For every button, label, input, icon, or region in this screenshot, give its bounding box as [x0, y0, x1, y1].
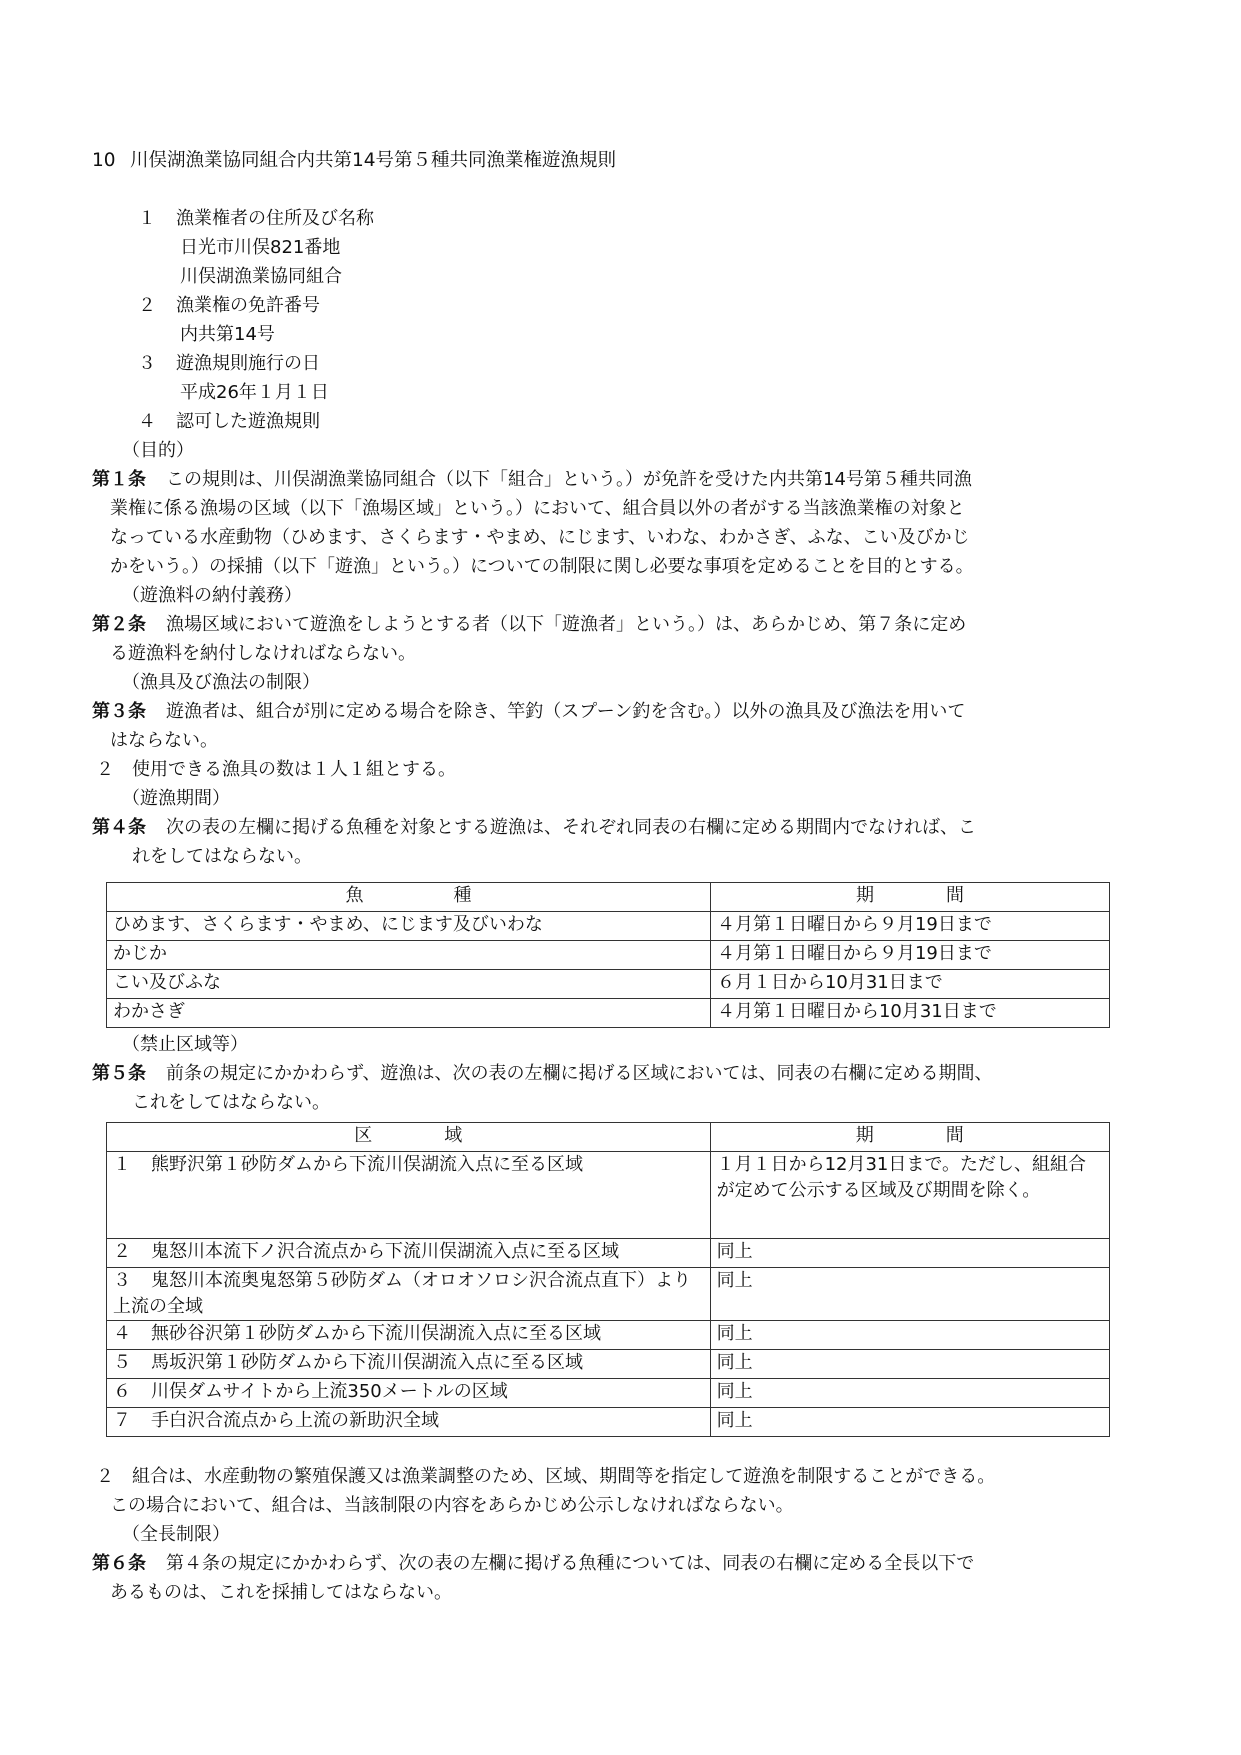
article-text: れをしてはならない。 — [132, 846, 312, 867]
article-text: なっている水産動物（ひめます、さくらます・やまめ、にじます、いわな、わかさぎ、ふな、こい及びかじ — [110, 527, 970, 548]
table-cell — [107, 1350, 711, 1379]
table-header-row — [107, 883, 1110, 912]
article-3 — [92, 701, 1152, 723]
item-number: ３ — [138, 353, 156, 374]
article-text: 業権に係る漁場の区域（以下「漁場区域」という。）において、組合員以外の者がする当該漁業権の対象と — [110, 498, 965, 519]
article-text: 次の表の左欄に掲げる魚種を対象とする遊漁は、それぞれ同表の右欄に定める期間内でなければ、こ — [166, 817, 976, 838]
item-number: ４ — [138, 411, 156, 432]
prohibited-area-table — [106, 1122, 1110, 1437]
area-text: 鬼怒川本流奥鬼怒第５砂防ダム（オロオソロシ沢合流点直下）より上流の全域 — [113, 1270, 691, 1317]
table-row — [107, 912, 1110, 941]
table-cell: ４月第１日曜日から９月19日まで — [710, 912, 1109, 941]
row-number: １ — [113, 1154, 131, 1175]
area-text: 鬼怒川本流下ノ沢合流点から下流川俣湖流入点に至る区域 — [151, 1241, 619, 1262]
item-label: 漁業権者の住所及び名称 — [176, 208, 374, 229]
fishing-period-table — [106, 882, 1110, 1028]
article-heading: 第６条 — [92, 1553, 146, 1574]
article-text: はならない。 — [110, 730, 218, 751]
table-cell: ６月１日から10月31日まで — [710, 970, 1109, 999]
table-cell — [107, 1321, 711, 1350]
row-number: ３ — [113, 1270, 131, 1291]
table-header: 期 間 — [710, 1123, 1109, 1152]
article-caption: （遊漁期間） — [122, 788, 230, 809]
table-cell: 同上 — [710, 1321, 1109, 1350]
article-text: 遊漁者は、組合が別に定める場合を除き、竿釣（スプーン釣を含む。）以外の漁具及び漁法を用いて — [166, 701, 966, 722]
table-cell: 同上 — [710, 1379, 1109, 1408]
article-text: かをいう。）の採捕（以下「遊漁」という。）についての制限に関し必要な事項を定めることを目的とする。 — [110, 556, 974, 577]
article-4 — [92, 817, 1152, 839]
table-row — [107, 1239, 1110, 1268]
item-label: 認可した遊漁規則 — [176, 411, 320, 432]
article-text: あるものは、これを採捕してはならない。 — [110, 1582, 452, 1603]
article-paragraph: ２ 使用できる漁具の数は１人１組とする。 — [96, 759, 456, 780]
article-heading: 第５条 — [92, 1063, 146, 1084]
table-cell — [107, 1408, 711, 1437]
table-row — [107, 999, 1110, 1028]
table-row — [107, 1321, 1110, 1350]
table-header-row — [107, 1123, 1110, 1152]
article-text: この規則は、川俣湖漁業協同組合（以下「組合」という。）が免許を受けた内共第14号第５種共同漁 — [166, 469, 972, 490]
article-text: これをしてはならない。 — [132, 1092, 330, 1113]
article-heading: 第４条 — [92, 817, 146, 838]
row-number: ２ — [113, 1241, 131, 1262]
item-detail: 日光市川俣821番地 — [180, 237, 341, 258]
table-header: 区 域 — [107, 1123, 711, 1152]
item-number: ２ — [138, 295, 156, 316]
table-cell: １月１日から12月31日まで。ただし、組組合が定めて公示する区域及び期間を除く。 — [710, 1152, 1109, 1239]
article-5 — [92, 1063, 1152, 1085]
item-detail: 川俣湖漁業協同組合 — [180, 266, 342, 287]
table-cell: ４月第１日曜日から10月31日まで — [710, 999, 1109, 1028]
row-number: ７ — [113, 1410, 131, 1431]
table-row — [107, 1268, 1110, 1321]
table-cell — [107, 1152, 711, 1239]
item-label: 漁業権の免許番号 — [176, 295, 320, 316]
row-number: ４ — [113, 1323, 131, 1344]
table-cell: かじか — [107, 941, 711, 970]
article-caption: （遊漁料の納付義務） — [122, 585, 302, 606]
article-caption: （目的） — [122, 440, 194, 461]
article-heading: 第１条 — [92, 469, 146, 490]
article-paragraph: この場合において、組合は、当該制限の内容をあらかじめ公示しなければならない。 — [110, 1495, 794, 1516]
article-1 — [92, 469, 1152, 491]
document-title — [92, 150, 616, 172]
table-cell — [107, 1379, 711, 1408]
table-cell: 同上 — [710, 1239, 1109, 1268]
table-cell: ４月第１日曜日から９月19日まで — [710, 941, 1109, 970]
table-cell — [107, 1268, 711, 1321]
table-cell: 同上 — [710, 1350, 1109, 1379]
article-6 — [92, 1553, 1152, 1575]
area-text: 馬坂沢第１砂防ダムから下流川俣湖流入点に至る区域 — [151, 1352, 583, 1373]
area-text: 手白沢合流点から上流の新助沢全域 — [151, 1410, 439, 1431]
table-cell — [107, 1239, 711, 1268]
item-detail: 平成26年１月１日 — [180, 382, 329, 403]
article-text: 漁場区域において遊漁をしようとする者（以下「遊漁者」という。）は、あらかじめ、第７条に定め — [166, 614, 967, 635]
article-heading: 第２条 — [92, 614, 146, 635]
article-caption: （全長制限） — [122, 1524, 230, 1545]
article-text: 前条の規定にかかわらず、遊漁は、次の表の左欄に掲げる区域においては、同表の右欄に定める期間、 — [166, 1063, 993, 1084]
table-cell: ひめます、さくらます・やまめ、にじます及びいわな — [107, 912, 711, 941]
item-number: １ — [138, 208, 156, 229]
row-number: ５ — [113, 1352, 131, 1373]
item-detail: 内共第14号 — [180, 324, 275, 345]
table-row — [107, 1152, 1110, 1239]
area-text: 川俣ダムサイトから上流350メートルの区域 — [151, 1381, 508, 1402]
table-cell: 同上 — [710, 1268, 1109, 1321]
area-text: 無砂谷沢第１砂防ダムから下流川俣湖流入点に至る区域 — [151, 1323, 601, 1344]
table-header: 期 間 — [710, 883, 1109, 912]
table-row — [107, 1408, 1110, 1437]
title-number: 10 — [92, 150, 116, 171]
table-row — [107, 941, 1110, 970]
table-cell: わかさぎ — [107, 999, 711, 1028]
item-label: 遊漁規則施行の日 — [176, 353, 320, 374]
article-heading: 第３条 — [92, 701, 146, 722]
table-cell: 同上 — [710, 1408, 1109, 1437]
article-text: る遊漁料を納付しなければならない。 — [110, 643, 416, 664]
table-row — [107, 1379, 1110, 1408]
article-2 — [92, 614, 1152, 636]
row-number: ６ — [113, 1381, 131, 1402]
table-row — [107, 970, 1110, 999]
table-header: 魚 種 — [107, 883, 711, 912]
table-row — [107, 1350, 1110, 1379]
article-paragraph: ２ 組合は、水産動物の繁殖保護又は漁業調整のため、区域、期間等を指定して遊漁を制限することができる。 — [96, 1466, 996, 1487]
title-text: 川俣湖漁業協同組合内共第14号第５種共同漁業権遊漁規則 — [130, 150, 617, 171]
article-text: 第４条の規定にかかわらず、次の表の左欄に掲げる魚種については、同表の右欄に定める全長以下で — [166, 1553, 975, 1574]
area-text: 熊野沢第１砂防ダムから下流川俣湖流入点に至る区域 — [151, 1154, 583, 1175]
article-caption: （禁止区域等） — [122, 1034, 248, 1055]
table-cell: こい及びふな — [107, 970, 711, 999]
article-caption: （漁具及び漁法の制限） — [122, 672, 320, 693]
